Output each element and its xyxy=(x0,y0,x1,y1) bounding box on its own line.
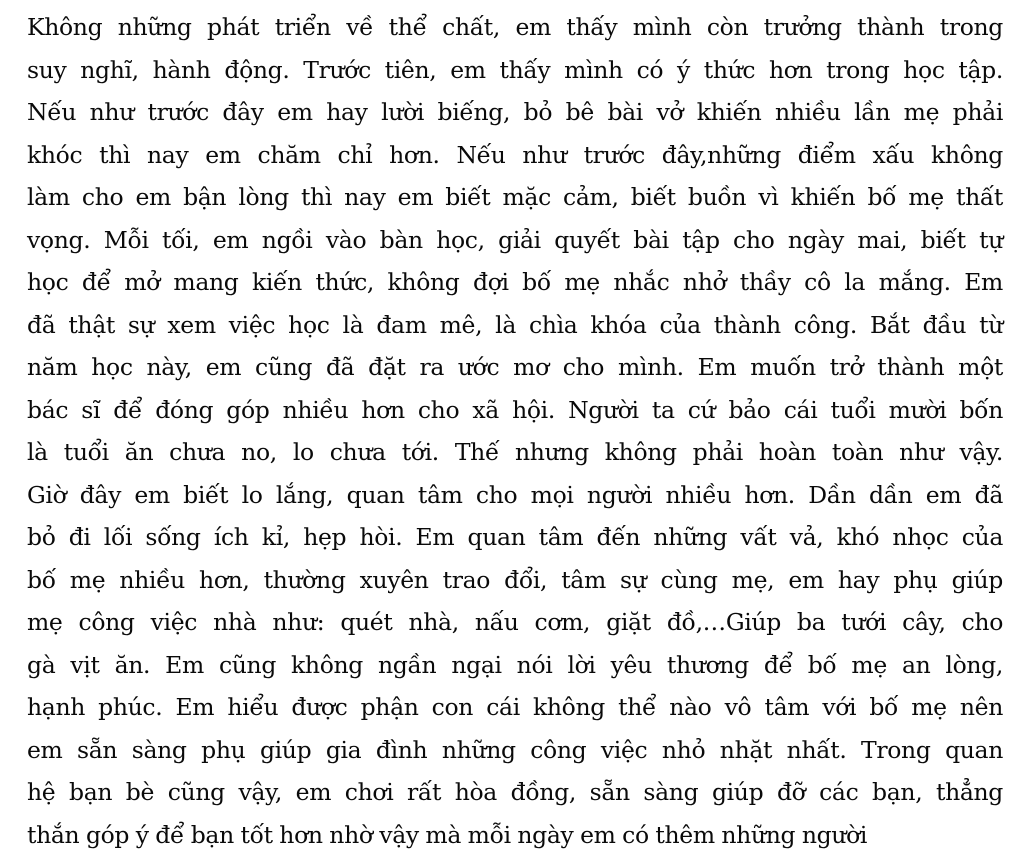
text-line: Nếu như trước đây em hay lười biếng, bỏ bê bài vở khiến nhiều lần mẹ phải xyxy=(27,98,1003,126)
text-line: làm cho em bận lòng thì nay em biết mặc cảm, biết buồn vì khiến bố mẹ thất xyxy=(27,183,1003,211)
text-line: khóc thì nay em chăm chỉ hơn. Nếu như trước đây,những điểm xấu không xyxy=(27,140,1003,169)
text-line: vọng. Mỗi tối, em ngồi vào bàn học, giải quyết bài tập cho ngày mai, biết tự xyxy=(27,225,1003,254)
text-line: hệ bạn bè cũng vậy, em chơi rất hòa đồng, sẵn sàng giúp đỡ các bạn, thẳng xyxy=(27,778,1003,806)
text-line: hạnh phúc. Em hiểu được phận con cái không thể nào vô tâm với bố mẹ nên xyxy=(27,693,1003,721)
text-line: bỏ đi lối sống ích kỉ, hẹp hòi. Em quan tâm đến những vất vả, khó nhọc của xyxy=(27,523,1003,551)
text-line: năm học này, em cũng đã đặt ra ước mơ cho mình. Em muốn trở thành một xyxy=(27,353,1003,381)
text-line: thắn góp ý để bạn tốt hơn nhờ vậy mà mỗi ngày em có thêm những người xyxy=(27,820,868,849)
text-line: bác sĩ để đóng góp nhiều hơn cho xã hội. Người ta cứ bảo cái tuổi mười bốn xyxy=(27,395,1003,424)
text-line: gà vịt ăn. Em cũng không ngần ngại nói lời yêu thương để bố mẹ an lòng, xyxy=(27,650,1003,679)
text-line: bố mẹ nhiều hơn, thường xuyên trao đổi, tâm sự cùng mẹ, em hay phụ giúp xyxy=(27,565,1003,594)
text-line: đã thật sự xem việc học là đam mê, là chìa khóa của thành công. Bắt đầu từ xyxy=(27,310,1003,339)
text-line: Giờ đây em biết lo lắng, quan tâm cho mọi người nhiều hơn. Dần dần em đã xyxy=(27,480,1003,509)
text-line: Không những phát triển về thể chất, em thấy mình còn trưởng thành trong xyxy=(27,13,1003,41)
text-line: học để mở mang kiến thức, không đợi bố mẹ nhắc nhở thầy cô la mắng. Em xyxy=(27,268,1003,296)
text-line: mẹ công việc nhà như: quét nhà, nấu cơm, giặt đồ,…Giúp ba tưới cây, cho xyxy=(27,608,1003,636)
text-line: em sẵn sàng phụ giúp gia đình những công việc nhỏ nhặt nhất. Trong quan xyxy=(27,735,1003,764)
text-line: suy nghĩ, hành động. Trước tiên, em thấy mình có ý thức hơn trong học tập. xyxy=(27,55,1003,84)
body-paragraph xyxy=(27,6,1003,852)
text-line: là tuổi ăn chưa no, lo chưa tới. Thế nhưng không phải hoàn toàn như vậy. xyxy=(27,438,1003,466)
